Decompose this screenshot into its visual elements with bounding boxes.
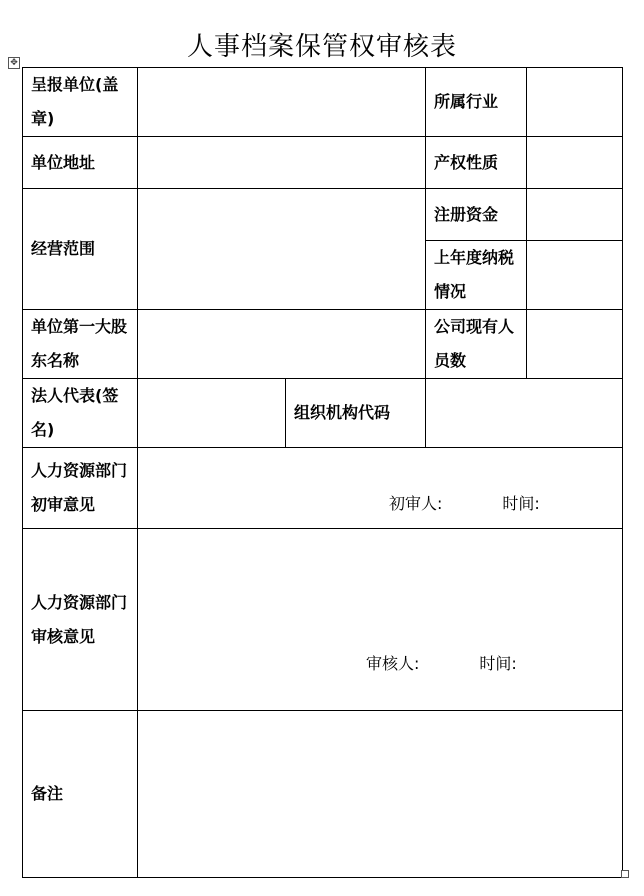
business-scope-field[interactable] [138, 189, 426, 310]
unit-address-label: 单位地址 [23, 137, 138, 189]
largest-shareholder-field[interactable] [138, 310, 426, 379]
remarks-label: 备注 [23, 711, 138, 878]
review-form-table [22, 67, 623, 878]
unit-address-field[interactable] [138, 137, 426, 189]
current-staff-label: 公司现有人员数 [426, 310, 527, 379]
current-staff-field[interactable] [527, 310, 623, 379]
hr-initial-opinion-label: 人力资源部门初审意见 [23, 448, 138, 529]
remarks-field[interactable] [138, 711, 623, 878]
reviewer-label: 审核人: [366, 654, 420, 673]
business-scope-label: 经营范围 [23, 189, 138, 310]
ownership-nature-field[interactable] [527, 137, 623, 189]
table-move-handle-icon[interactable]: ✥ [8, 57, 20, 69]
reporting-unit-field[interactable] [138, 68, 426, 137]
org-code-label: 组织机构代码 [286, 379, 426, 448]
reporting-unit-label: 呈报单位(盖章) [23, 68, 138, 137]
legal-rep-label: 法人代表(签名) [23, 379, 138, 448]
hr-review-opinion-label: 人力资源部门审核意见 [23, 529, 138, 711]
registered-capital-label: 注册资金 [426, 189, 527, 241]
page-title: 人事档案保管权审核表 [186, 32, 457, 62]
initial-reviewer-label: 初审人: [389, 494, 443, 513]
hr-review-opinion-field[interactable] [138, 529, 623, 711]
review-time-label: 时间: [479, 654, 517, 673]
industry-field[interactable] [527, 68, 623, 137]
industry-label: 所属行业 [426, 68, 527, 137]
table-resize-handle-icon[interactable] [621, 870, 629, 878]
hr-initial-opinion-field[interactable] [138, 448, 623, 529]
largest-shareholder-label: 单位第一大股东名称 [23, 310, 138, 379]
initial-time-label: 时间: [502, 494, 540, 513]
legal-rep-field[interactable] [138, 379, 286, 448]
ownership-nature-label: 产权性质 [426, 137, 527, 189]
last-year-tax-field[interactable] [527, 241, 623, 310]
last-year-tax-label: 上年度纳税情况 [426, 241, 527, 310]
org-code-field[interactable] [426, 379, 623, 448]
registered-capital-field[interactable] [527, 189, 623, 241]
